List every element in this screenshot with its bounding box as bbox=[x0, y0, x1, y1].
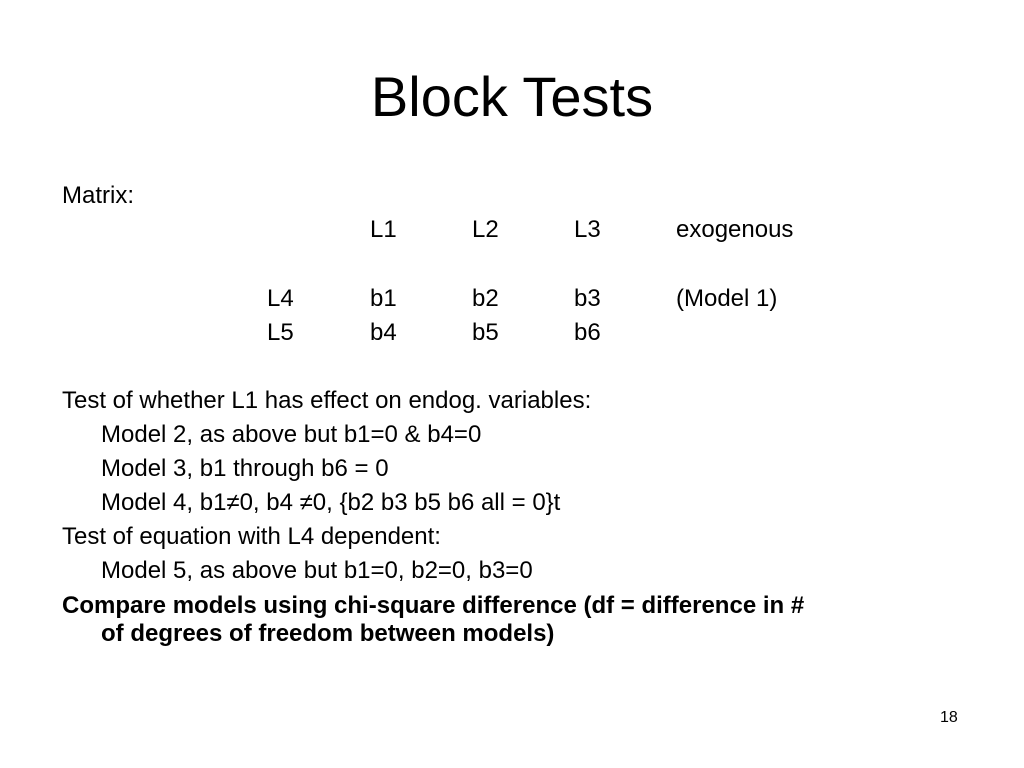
matrix-cell: b2 bbox=[472, 285, 499, 312]
matrix-cell: b6 bbox=[574, 319, 601, 346]
matrix-cell: b3 bbox=[574, 285, 601, 312]
matrix-header-cell: L3 bbox=[574, 216, 601, 243]
test1-item: Model 3, b1 through b6 = 0 bbox=[101, 455, 389, 482]
matrix-cell: b4 bbox=[370, 319, 397, 346]
page-number: 18 bbox=[940, 709, 958, 726]
matrix-header-cell: exogenous bbox=[676, 216, 794, 243]
test1-item: Model 4, b1≠0, b4 ≠0, {b2 b3 b5 b6 all = 0}t bbox=[101, 489, 561, 516]
slide-title: Block Tests bbox=[370, 65, 654, 128]
conclusion-line-1: Compare models using chi-square difference (df = difference in # bbox=[62, 592, 805, 619]
matrix-row-note: (Model 1) bbox=[676, 285, 778, 312]
test1-item: Model 2, as above but b1=0 & b4=0 bbox=[101, 421, 482, 448]
matrix-row-label: L4 bbox=[267, 285, 294, 312]
matrix-row-label: L5 bbox=[267, 319, 294, 346]
matrix-cell: b5 bbox=[472, 319, 499, 346]
conclusion-line-2: of degrees of freedom between models) bbox=[101, 620, 555, 647]
matrix-cell: b1 bbox=[370, 285, 397, 312]
matrix-header-cell: L1 bbox=[370, 216, 397, 243]
matrix-header-cell: L2 bbox=[472, 216, 499, 243]
test2-heading: Test of equation with L4 dependent: bbox=[62, 523, 441, 550]
matrix-label: Matrix: bbox=[62, 182, 134, 209]
test1-heading: Test of whether L1 has effect on endog. variables: bbox=[62, 387, 592, 414]
test2-item: Model 5, as above but b1=0, b2=0, b3=0 bbox=[101, 557, 533, 584]
